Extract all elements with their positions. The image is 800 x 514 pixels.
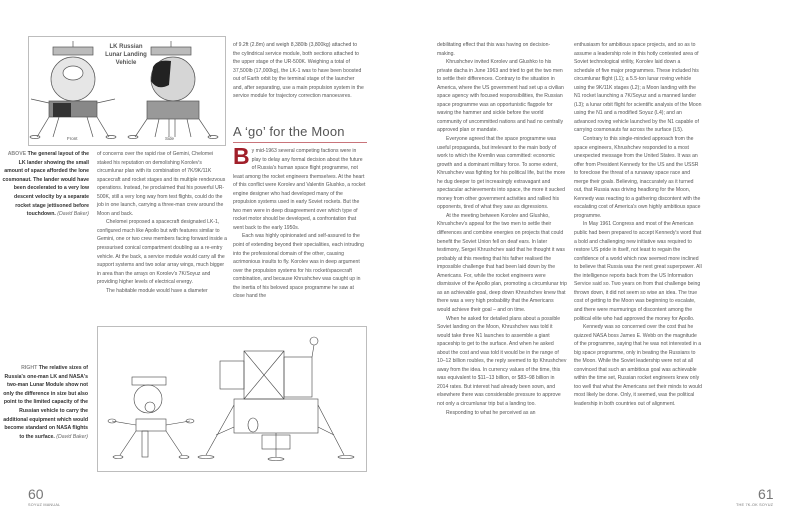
paragraph: Contrary to this single-minded approach from the space engineers, Khrushchev responded to a most unexpected message from the United States. It was an offer from President Kennedy for the US and the USSR to foreclose the threat of a runaway space race and merge their goals. Believing, inaccurately as it turned out, that Russia was driving headlong for the Moon, Kennedy was reacting to a gathering discontent with the escalating cost of America's own highly ambitious space programme.: [574, 136, 701, 219]
lk-vs-lm-figure: [97, 326, 367, 472]
paragraph: Each was highly opinionated and self-assured to the point of extending beyond their specialities, each intruding into the professional domain of the other, causing acrimonious insults to fly. Korolev was in deep argument over the propulsion systems for his rocket/spacecraft combination, and because Khrushchev was caught up in the inertia of his beloved space programme he saw at close hand the: [233, 233, 364, 300]
paragraph: In May 1961 Congress and most of the American public had been prepared to accept Kennedy's word that a bold and challenging new initiative was required to restore US pride in itself, not least to regain the confidence of a world which now seemed more inclined to believe that Russia was the next great superpower. All the intelligence reports back from the US Information Service said so. Two years on from that challenge being thrown down, it did not seem so wise an idea. The true cost of getting to the Moon was beginning to escalate, and there were murmurings of discontent among the political elite who had approved the money for Apollo.: [574, 221, 702, 322]
page-number-right: 61: [758, 486, 774, 502]
caption-credit: (David Baker): [57, 211, 89, 218]
lk-lander-figure: [28, 36, 226, 146]
body-column-2-section: [233, 143, 366, 301]
caption-right: [2, 364, 88, 441]
caption-text: The general layout of the LK lander showing the small amount of space afforded the lone cosmonaut. The lander would have been decelerated to a very low descent velocity by a separate rocket stage jettisoned before touchdown.: [2, 151, 89, 218]
paragraph: Khrushchev invited Korolev and Glushko to his private dacha in June 1963 and tried to get the two men to settle their differences. Contrary to the situation in America, where the US government had set up a civilian space agency with focused responsibilities, the Russian space programme was an opportunistic flagpole for waving the hammer and sickle before the world community of uncommitted nations and had no centrally approved plan or mandate.: [437, 59, 564, 134]
figure-title-line: Lunar Landing: [105, 52, 147, 58]
caption-above: [2, 150, 89, 219]
running-head-right: THE 7K-OK SOYUZ: [736, 503, 774, 507]
caption-lead: RIGHT: [21, 365, 38, 371]
paragraph: At the meeting between Korolev and Glushko, Khrushchev's appeal for the two men to settle their differences and combine energies on projects that could benefit the Soviet Union fell on deaf ears. In later testimony, Sergei Khrushchev said that he thought it was probably at this meeting that his father realised the impossible challenge that had been laid down by the Americans. For, while the rocket engineers were dismissive of the Apollo plan, promoting a circumlunar trip as an achievable goal, deep down Khrushchev knew that there was a very high probability that the Americans would achieve their goal – and on time.: [437, 212, 567, 313]
caption-text: The relative sizes of Russia's one-man LK and NASA's two-man Lunar Module show not only the difference in size but also point to the limited capacity of the Russian vehicle to carry the additional equipment which would become standard on NASA flights to the surface.: [3, 365, 88, 440]
paragraph: When he asked for detailed plans about a possible Soviet landing on the Moon, Khrushchev was told it would take three N1 launches to assemble a giant spaceship to get to the surface. And when he asked about the cost and was told it would be in the range of 10–12 billion roubles, the reply seemed to tip Khrushchev away from the idea. In currency values of the time, this was equivalent to $11–13 billion, or $83–98 billion in 2014 rates. But interest had already been sown, and elsewhere there was considerable pressure to approve not only a circumlunar trip but a landing too.: [437, 315, 567, 407]
paragraph: Everyone agreed that the space programme was useful propaganda, but irrelevant to the main body of work to which the Kremlin was committed: economic growth and a dominant military force. To some extent, Khrushchev was fighting for his political life, but the more he dug deeper to get increasingly extravagant and spectacular achievements into space, the more it sucked money from other government activities and rallied his opponents, tired of what they saw as digressions.: [437, 136, 566, 211]
front-view-label: Front: [67, 136, 78, 141]
figure-title: [95, 43, 157, 67]
paragraph: of concerns over the rapid rise of Gemini, Chelomei staked his reputation on demolishing Korolev's circumlunar plan with its combination of 7K/9K/11K spacecraft and rocket stages and its multiple rendezvous operations. Instead, he proclaimed that his powerful UR-500K, still a very long way from test flights, could do the job in one launch, carrying a three-man crew around the Moon and back.: [97, 151, 226, 217]
side-view-label: Side: [165, 136, 175, 141]
body-column-2: [233, 41, 365, 101]
figure-title-line: LK Russian: [109, 44, 143, 50]
drop-cap: B: [233, 143, 250, 169]
body-column-3: [437, 41, 567, 417]
caption-lead: ABOVE: [7, 151, 27, 157]
figure-title-line: Vehicle: [115, 60, 137, 66]
heading-rule: [233, 142, 367, 143]
body-column-1: [97, 150, 227, 295]
caption-credit: (David Baker): [56, 433, 88, 440]
paragraph: The habitable module would have a diameter: [106, 287, 208, 294]
page-number-left: 60: [28, 486, 44, 502]
paragraph: y mid-1963 several competing factions were in play to delay any formal decision about the future of Russia's human space flight programme, not least among the rocket engineers themselves. At the heart of this conflict were Korolev and Valentin Glushko, a rocket engine designer who had developed many of the propulsion systems used in early Soviet rockets. But the two men were in deep disagreement over which type of rocket motor should be developed, a confrontation that went back to the early 1950s.: [233, 148, 366, 231]
paragraph: Responding to what he perceived as an: [446, 409, 536, 416]
running-head-left: SOYUZ MANUAL: [28, 503, 61, 507]
paragraph: of 9.2ft (2.8m) and weigh 8,380lb (3,800kg) attached to the cylindrical service module, both sections attached to the upper stage of the UR-500K. Weighing a total of 37,500lb (17,000kg), the LK-1 was to have been boosted out of Earth orbit by the terminal stage of the launcher and, after separating, use a main propulsion system in the service module for trajectory correction manoeuvres.: [233, 42, 364, 100]
body-column-4: [574, 41, 702, 409]
paragraph: Kennedy was so concerned over the cost that he quizzed NASA boss James E. Webb on the magnitude of the programme, saying that he was not interested in a big space programme, only in beating the Russians to the Moon. While the Soviet leadership were not at all convinced that such an ambitious goal was achievable within the time set, Russian rocket engineers knew only too well that what the Americans set their minds to would most likely be done. Only, it seemed, was the political leadership in both countries out of alignment.: [574, 324, 702, 407]
paragraph: Chelomei proposed a spacecraft designated LK-1, configured much like Apollo but with features similar to Gemini, one or two crew members facing forward inside a pressurised conical compartment doubling as a re-entry vehicle. At the back, a service module would carry all the support systems and two solar array wings, much bigger in area than the arrays on Korolev's 7K/Soyuz and providing higher levels of electrical energy.: [97, 219, 227, 286]
paragraph: debilitating effect that this was having on decision-making.: [437, 42, 551, 57]
section-heading: A ‘go’ for the Moon: [233, 124, 345, 139]
paragraph: enthusiasm for ambitious space projects, and so as to assume a leadership role in this hotly contested area of Soviet technological virility, Korolev laid down a schedule of five major programmes. These included his circumlunar flight (L1); a 5.5-ton lunar roving vehicle using the 9K/11K stages (L2); a Moon landing with the N1 rocket launching a 7K/Soyuz and a manned lander (L3); a lunar orbit flight for scientific analysis of the Moon using the N1 and a modified Soyuz (L4); and an advanced roving vehicle launched by the N1 capable of carrying cosmonauts far across the surface (L5).: [574, 42, 702, 134]
lk-vs-lm-illustration: [98, 327, 366, 471]
